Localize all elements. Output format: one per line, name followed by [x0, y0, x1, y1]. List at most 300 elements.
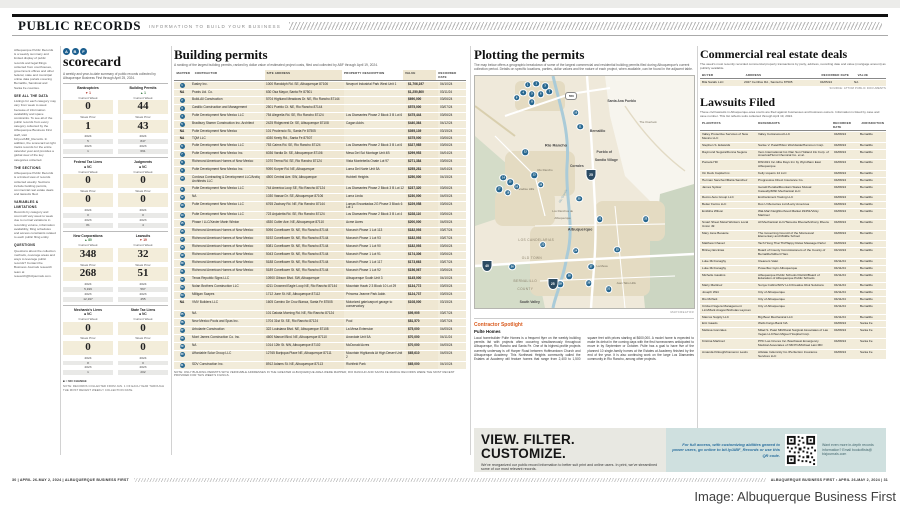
permit-cell: $475,444	[406, 113, 438, 120]
permit-row	[174, 311, 466, 318]
permit-mapped-cell	[174, 159, 190, 166]
permit-row	[174, 319, 466, 326]
lawsuit-row	[700, 202, 886, 208]
map-marker-icon: 20	[180, 262, 184, 266]
permit-row	[174, 113, 466, 120]
permit-mapped-cell	[174, 319, 190, 326]
lawsuit-cell: Bernalillo	[860, 170, 873, 175]
scorecard-year-rows	[63, 208, 113, 228]
permit-cell	[344, 97, 406, 104]
permit-cell: $124,737	[406, 292, 438, 299]
permit-cell: $81,570	[406, 319, 438, 326]
lawsuit-cell: Michelle Gaskins	[702, 272, 726, 277]
permit-cell: 5189 Coneflower St. NE, Rio Rancho 87144	[264, 268, 344, 275]
permit-cell: 1704 31st St. SE, Rio Rancho 87124	[264, 319, 344, 326]
map-marker-icon: 26	[180, 320, 184, 324]
scorecard-year-value: 4	[118, 223, 168, 228]
permit-cell: Richmond American Homes of New Mexico	[192, 268, 254, 273]
scorecard-week-prior-value: 43	[118, 120, 168, 134]
lawsuit-cell: Mary Jane Besante	[702, 230, 729, 235]
lawsuit-cell: Albuquerque Public Schools District/Board of Education of Albuquerque Public Schools	[758, 272, 820, 281]
map-marker-icon: 2	[181, 99, 183, 103]
map-marker-icon: 8	[528, 98, 536, 106]
permit-cell: $95,905	[406, 311, 438, 318]
scorecard-category-label: Building Permits	[129, 86, 157, 91]
permit-cell: Loma Linda	[346, 193, 363, 198]
map-section	[474, 48, 694, 361]
map-marker-icon: 27	[180, 328, 184, 332]
permit-cell: 04/12/24	[440, 121, 453, 126]
permit-mapped-cell	[174, 175, 190, 185]
left-rail-section-heading: SEE ALL THE DATA	[14, 93, 49, 98]
permit-mapped-cell: NA	[179, 135, 185, 140]
scorecard-category	[118, 308, 168, 376]
scorecard-week-prior-label: Week Prior	[135, 336, 151, 341]
permit-row	[174, 252, 466, 259]
lawsuit-cell: Bernalillo	[860, 241, 873, 246]
deals-table-header	[700, 72, 886, 79]
scorecard-change-indicator: ■ NC	[84, 312, 92, 317]
permit-cell: Praxis Ltd. Co.	[192, 90, 213, 95]
map-marker-icon: 13	[180, 203, 184, 207]
permit-cell: Albuquerque South Unit 3	[346, 276, 383, 281]
permit-cell: Monarch Phase 1 Lot 117	[346, 260, 383, 265]
map-marker-icon: 12	[522, 148, 530, 156]
scorecard-week-prior-label: Week Prior	[135, 188, 151, 193]
permit-cell: 5081 Coneflower St. NE, Rio Rancho 87144	[264, 244, 344, 251]
lawsuit-cell: 04/08/24	[834, 170, 847, 175]
permit-cell: $1,250,800	[406, 90, 438, 96]
lawsuit-cell: Bernalillo	[860, 202, 873, 207]
lawsuit-row	[700, 171, 886, 177]
map-subtitle: The map below offers a geographic breakdown of some of the largest commercial and residential building permits filed during Albuquerque's current collection period. Details on specific locations, parties, dollar values and the nature of each project, when available, can be found in the adjacent table.	[474, 63, 693, 72]
left-rail-intro: Albuquerque Public Records is a weekly summary and limited display of public records and legal filings collected from courthouses, government offices and other federal, state and municipal online data portals covering Bernalillo, Sandoval and Santa Fe counties.	[14, 48, 55, 90]
permit-cell: 322 Louisiana Blvd. NE, Albuquerque 87108	[264, 327, 344, 334]
permit-cell: $75,000	[406, 327, 438, 334]
lawsuit-cell: 04/11/24	[834, 290, 846, 295]
lawsuits-column-header: PLAINTIFFS	[702, 120, 721, 125]
permit-cell: $70,000	[406, 335, 438, 342]
lawsuit-cell: Bernalillo	[860, 290, 873, 295]
contractor-spotlight-heading: Contractor Spotlight	[474, 318, 694, 328]
scorecard-week-prior-label: Week Prior	[135, 262, 151, 267]
scorecard-category	[63, 308, 113, 376]
scorecard-year-label: 2023	[139, 365, 147, 370]
permit-row	[174, 105, 466, 112]
lawsuit-cell: Sarise V. Patel/Hilton Worldwide/Hammon Corp.	[758, 142, 825, 147]
permit-cell: $173,663	[406, 260, 438, 267]
lawsuit-cell: Santa Fe	[860, 328, 873, 333]
map-place-label: The Overlook	[639, 119, 657, 124]
permit-row	[174, 175, 466, 185]
map-marker-icon: 7	[546, 88, 554, 96]
lawsuit-cell: Better Farms LLC	[702, 202, 727, 207]
scorecard-year-label: 2024	[84, 208, 92, 213]
scorecard-category	[63, 234, 113, 302]
page-top-strip	[0, 0, 900, 8]
permit-mapped-cell	[174, 121, 190, 128]
permit-cell: NA	[192, 310, 197, 315]
map-marker-icon: 4	[181, 115, 183, 119]
highway-shield-icon: 25	[586, 169, 597, 181]
map-marker-icon: 31	[180, 363, 184, 367]
lawsuit-cell: 04/11/24	[834, 272, 846, 277]
permit-cell: 04/10/24	[440, 82, 453, 87]
permit-cell: $145,000	[406, 276, 438, 283]
permit-mapped-cell	[174, 97, 190, 104]
left-rail-section-heading: THE SECTIONS	[14, 165, 41, 170]
lawsuit-cell: 04/08/24	[834, 160, 847, 165]
permit-row	[174, 220, 466, 227]
map-place-label: OLD TOWN	[521, 255, 543, 260]
scorecard-intro: A weekly and year-to-date summary of public records collected by Albuquerque Business First through April 25, 2024.	[63, 72, 156, 81]
map-place-label: Pueblo of	[596, 150, 612, 155]
lawsuit-cell: 04/08/24	[834, 131, 847, 136]
permits-column-header: VALUE	[403, 70, 436, 80]
scorecard-year-rows	[118, 282, 168, 302]
lawsuit-cell: Santa Fe	[860, 339, 873, 343]
deals-column-header: RECORDED DATE	[821, 73, 850, 78]
permit-cell: 03/15/24	[440, 129, 453, 134]
scorecard-year-rows	[118, 134, 168, 154]
permit-cell: McDonald Acres	[346, 342, 370, 347]
permit-mapped-cell: NA	[179, 300, 185, 305]
right-column	[700, 48, 886, 360]
scorecard-year-label: 2024	[139, 355, 147, 360]
permit-cell: Princess Jeanne Park Addn.	[346, 292, 387, 297]
permit-row	[174, 159, 466, 166]
permit-cell: Pulte Development New Mexico LLC	[192, 113, 244, 118]
map-marker-icon: 17	[180, 238, 184, 242]
scorecard-year-value: 5,199	[63, 287, 113, 292]
scorecard-sections	[63, 83, 168, 375]
lawsuit-cell: Tach Hong Thai Thi/Happy Relax Massage Parlor	[758, 241, 826, 246]
scorecard-current-week-label: Current Week	[133, 95, 153, 100]
scorecard-week-prior-value: 1	[63, 120, 113, 134]
lawsuit-cell: Luke McConaghy	[702, 265, 727, 270]
scorecard-year-label: 2024	[139, 134, 147, 139]
scorecard-year-value: 455	[118, 297, 168, 302]
map-title: Plotting the permits	[474, 47, 585, 62]
permits-table	[174, 70, 466, 368]
scorecard-section	[63, 231, 168, 302]
permit-cell: Los Diamantes Phase 2 Block 3 B Lot 4	[346, 212, 403, 217]
permit-cell: 03/05/24	[440, 292, 453, 297]
scorecard-category	[118, 234, 168, 302]
scorecard-change-indicator: ▲ 80	[84, 238, 92, 243]
permit-cell: 1030 Vassar Dr. SE, Albuquerque 87106	[264, 194, 344, 201]
scorecard-year-label: 2023	[84, 144, 92, 149]
permit-cell: Pulte Development New Mexico Inc.	[192, 150, 244, 155]
scorecard-current-week-value: 44	[118, 100, 168, 114]
lawsuit-cell: Amanda Killough/Cameron Lewis	[702, 349, 748, 354]
permits-map	[474, 75, 695, 309]
permit-cell: 753 Cairns Rd. SE, Rio Rancho 87124	[264, 143, 344, 150]
lawsuit-cell: 04/09/24	[834, 241, 847, 246]
permit-row	[174, 300, 466, 310]
permit-mapped-cell: NA	[179, 90, 185, 95]
permit-cell	[344, 105, 406, 112]
scorecard-year-rows	[118, 356, 168, 376]
permit-cell: 03/07/24	[440, 310, 453, 315]
permit-cell: Mesa Del Sol Montage Unit 4B	[346, 150, 390, 155]
scorecard-year-value: 202	[118, 370, 168, 375]
permit-cell: 04/05/24	[440, 220, 453, 225]
lawsuit-cell: 04/08/24	[834, 149, 847, 154]
lawsuit-row	[700, 241, 886, 247]
lawsuit-cell: Stephen S. Edwards	[702, 142, 731, 147]
map-marker-icon: 2	[533, 80, 541, 88]
lawsuit-cell: 04/08/24	[834, 202, 847, 207]
deal-row	[700, 80, 886, 86]
lawsuit-cell: Britney Encinias	[702, 248, 725, 253]
abf-letter-icon: F	[80, 48, 87, 55]
scorecard-year-rows	[118, 208, 168, 228]
scorecard-week-prior-value: 0	[118, 341, 168, 355]
scorecard-change-indicator: ■ NC	[139, 312, 147, 317]
permit-cell: Castillo Construction and Management	[192, 105, 247, 110]
deals-subtitle: The week's most recently recorded commercial property transactions by party, address, recording date and value (mortgage amount) as publicly available.	[700, 62, 886, 71]
lawsuit-row	[700, 220, 886, 230]
lawsuit-cell: Luke McConaghy	[702, 258, 727, 263]
left-rail-section-body: Records by category and count will vary week to week due to normal variations in recording volume, information availability, filing schedules and access constraints related to each public filing entity.	[14, 210, 56, 240]
map-marker-icon: 30	[585, 279, 593, 287]
permit-cell: 04/05/24	[440, 350, 453, 355]
permit-cell: Motorized gate/carport garage to conservatory	[346, 300, 393, 309]
map-marker-icon: 20	[575, 195, 583, 203]
banner-body: We've reorganized our public record information to better suit print and online users. In print, we've streamlined some of our most relevant records.	[481, 462, 658, 472]
permit-cell: $156,067	[406, 268, 438, 275]
permit-cell: Richmond American Homes of New Mexico	[192, 244, 254, 249]
scorecard-current-week-value: 0	[63, 100, 113, 114]
scorecard-change-indicator: ▼ 19	[139, 238, 147, 243]
permit-cell: Mountain Hawk 2 3 Block 10 Lot 29	[346, 284, 397, 289]
promo-banner-right	[666, 428, 886, 472]
lawsuit-cell: Melissa Gonzales	[702, 328, 727, 333]
map-marker-icon: 4	[519, 89, 527, 97]
lawsuit-cell: 04/11/24	[834, 283, 846, 288]
permit-cell: Pulte Development New Mexico LLC	[192, 201, 244, 206]
lawsuit-cell: 04/11/24	[834, 296, 846, 301]
column-rule	[60, 46, 61, 455]
permit-cell: Los Diamantes Phase 2 Block 3 B Lot 6	[346, 113, 403, 118]
permit-cell: 6765 Zachary Rd. NE, Rio Rancho 87144	[264, 202, 344, 212]
permit-cell: 03/06/24	[440, 268, 453, 273]
permit-cell: $228,110	[406, 212, 438, 219]
lawsuit-cell: 04/11/24	[834, 314, 846, 319]
permit-cell: Vista Montebella Onate Lot 97	[346, 158, 389, 163]
lawsuits-table-body	[700, 132, 886, 360]
permit-cell: $230,000	[406, 194, 438, 201]
lawsuit-cell: City of Albuquerque	[758, 290, 786, 295]
scorecard-week-prior-value: 0	[63, 193, 113, 207]
lawsuit-row	[700, 304, 886, 314]
permit-cell: 1070 Teena Rd. SE, Rio Rancho 87124	[264, 159, 344, 166]
map-marker-icon: 23	[539, 241, 547, 249]
permit-row	[174, 167, 466, 174]
permit-cell: 101 Dakota Morning Rd. NE, Rio Rancho 87124	[264, 311, 344, 318]
lawsuit-cell: 04/11/24	[834, 258, 846, 263]
permit-cell: Bradbury Stamm Construction Inc. Architect	[192, 121, 254, 126]
deal-cell: Bila Sarafu LLC	[702, 80, 724, 85]
permit-cell	[344, 129, 406, 135]
promo-banner-left	[474, 428, 666, 472]
scorecard-year-label: 2023	[84, 291, 92, 296]
permit-cell: $237,320	[406, 186, 438, 193]
permit-cell: Cordova Contracting & Development LLC/Arctiq Architects LLC	[192, 174, 260, 183]
lawsuit-cell: Bernalillo	[860, 272, 873, 277]
map-marker-icon: 5	[528, 90, 536, 98]
permit-cell: Avondale Unit 5A	[346, 334, 371, 339]
permit-mapped-cell: NA	[179, 129, 185, 134]
permit-cell: 4211 Crowned Eagle Loop NE, Rio Rancho 87144	[264, 284, 344, 291]
permit-mapped-cell	[174, 362, 190, 369]
permit-cell: 03/06/24	[440, 158, 453, 163]
lawsuit-cell: Rio McNett	[702, 296, 718, 301]
lawsuit-cell: 04/08/24	[834, 328, 847, 333]
permit-cell: 5096 Coneflower St. NE, Rio Rancho 87144	[264, 228, 344, 235]
map-marker-icon: 21	[596, 216, 604, 224]
map-marker-icon: 17	[495, 185, 503, 193]
deal-cell: 2027 Cerrillos Rd., Santa Fe 87505	[744, 80, 793, 85]
permit-cell: Milligan Scapes	[192, 292, 215, 297]
permit-cell: 04/05/24	[440, 342, 453, 347]
permit-cell: 4600 Manuel Blvd. NE, Albuquerque 87110	[264, 335, 344, 342]
permit-mapped-cell	[174, 151, 190, 158]
permits-note: NOTE: ONLY BUILDING PERMITS WITH VERIFIABLE ADDRESSES IN THE GREATER ALBUQUERQUE AREA WERE MAPPED; RIO RANCHO AND SANTA FE MARCH RECORDS WERE THE MOST RECENT PROVIDED FOR THIS WEEK'S FILINGS.	[174, 369, 455, 378]
permit-mapped-cell	[174, 220, 190, 227]
permit-row	[174, 121, 466, 128]
scorecard-year-value: 0	[63, 213, 113, 218]
map-marker-icon: 10	[180, 176, 184, 180]
permits-column-header: SITE ADDRESS	[265, 70, 342, 80]
scorecard-year-label: 2024	[84, 134, 92, 139]
permit-cell: 1712 June St. NE, Albuquerque 87112	[264, 292, 344, 299]
permit-row	[174, 129, 466, 135]
lawsuit-row	[700, 266, 886, 272]
permit-cell: 04/04/24	[440, 150, 453, 155]
permit-mapped-cell	[174, 284, 190, 291]
lawsuit-cell: Marty Martinez	[702, 283, 723, 288]
lawsuit-row	[700, 297, 886, 303]
scorecard-current-week-label: Current Week	[133, 169, 153, 174]
permit-cell: Newport Industrial Park West Unit 1	[346, 82, 397, 87]
permit-mapped-cell	[174, 236, 190, 243]
permit-mapped-cell	[174, 268, 190, 275]
scorecard-current-week-label: Current Week	[133, 243, 153, 248]
section-header-bar	[12, 14, 888, 36]
scorecard-year-label: 2024	[139, 208, 147, 213]
scorecard-section	[63, 157, 168, 228]
map-place-label: Rio Rancho	[537, 167, 553, 172]
permit-cell: Monarch Phase 1 Lot 91	[346, 252, 381, 257]
scorecard-year-label: 2024	[139, 281, 147, 286]
map-place-label: Albuquerque	[567, 226, 593, 232]
scorecard-category	[63, 86, 113, 154]
footer-hatch-pattern	[134, 478, 766, 482]
map-credit: MAPCREATOR	[670, 309, 694, 314]
lawsuits-title: Lawsuits Filed	[700, 94, 776, 109]
scorecard-category-label: Judgments	[133, 160, 153, 165]
permits-table-body	[174, 82, 466, 368]
lawsuit-cell: Bernalillo	[860, 195, 873, 200]
map-marker-icon: 24	[180, 294, 184, 298]
permit-cell: Los Diamantes Phase 2 Block 3 B Lot 6	[346, 142, 403, 147]
scorecard-year-value: 691	[118, 149, 168, 154]
lawsuit-row	[700, 132, 886, 142]
deals-column-header: VALUE	[857, 73, 869, 78]
scorecard-year-value: 8	[63, 361, 113, 366]
highway-shield-icon: 40	[482, 260, 493, 272]
lawsuit-row	[700, 160, 886, 170]
scorecard-category	[63, 160, 113, 228]
permit-cell: 630 Osa Mayor, Santa Fe 87501	[264, 90, 344, 96]
scorecard-year-value: 1	[63, 149, 113, 154]
map-place-label: Santa Ana Pueblo	[607, 99, 637, 104]
permit-cell: 9090 Kurper Rd. NE, Albuquerque	[264, 167, 344, 174]
permit-cell: Phase I LLC/Xavier Marin Winton	[192, 220, 240, 225]
lawsuits-column-header: DEFENDANTS	[758, 120, 780, 125]
scorecard-year-value: 12,197	[63, 297, 113, 302]
building-permits-section	[174, 48, 466, 378]
scorecard-current-week-label: Current Week	[78, 317, 98, 322]
scorecard-change-indicator: ■ NC	[84, 164, 92, 169]
lawsuit-row	[700, 231, 886, 241]
scorecard-title: scorecard	[63, 55, 122, 70]
lawsuit-cell: Santa Fe	[860, 321, 873, 326]
permit-cell: $250,000	[406, 175, 438, 185]
lawsuit-cell: Rezos Auto Group LLC	[702, 195, 734, 200]
abf-letter-icon: A	[63, 48, 70, 55]
permit-cell: $690,000	[406, 97, 438, 104]
map-marker-icon: 25	[614, 246, 622, 254]
contractor-spotlight-company: Pulte Homes	[474, 329, 501, 335]
permit-cell: $182,093	[406, 228, 438, 235]
permit-row	[174, 151, 466, 158]
lawsuit-row	[700, 248, 886, 258]
lawsuit-cell: Bernalillo	[860, 303, 873, 308]
map-marker-icon: 11	[180, 187, 184, 191]
scorecard-note: NOTE: RECORDS COLLECTED FROM JAN. 1 OF EACH YEAR THROUGH THE MOST RECENT WEEKLY COLLECTION DATE.	[63, 384, 165, 392]
permit-row	[174, 244, 466, 251]
deals-column-header: BUYER	[702, 73, 714, 78]
permit-cell: $255,281	[406, 167, 438, 174]
scorecard-year-rows	[63, 356, 113, 376]
map-marker-icon: 9	[181, 168, 183, 172]
permit-cell: 1605 Camino De Cruz Blanca, Santa Fe 87505	[264, 300, 344, 310]
permit-cell: 03/15/24	[440, 300, 453, 305]
promo-banner	[474, 428, 886, 472]
permit-cell: New Mexico Pools and Spas Inc.	[192, 318, 239, 323]
scorecard-current-week-value: 0	[118, 174, 168, 188]
lawsuit-row	[700, 185, 886, 195]
lawsuits-column-header: RECORDED DATE	[832, 120, 852, 129]
permit-cell: 03/06/24	[440, 135, 453, 140]
lawsuit-cell: Enchantment Towing LLC	[758, 195, 794, 200]
map-place-label: Rio Rancho	[544, 142, 568, 148]
map-marker-icon: 18	[180, 246, 184, 250]
lawsuit-cell: Cricket Nogera Management LLC/Mark Aragon/Nicholas Layman	[702, 303, 751, 312]
permit-cell: 03/06/24	[440, 142, 453, 147]
permit-cell: 04/15/24	[440, 174, 453, 179]
lawsuit-cell: 04/08/24	[834, 195, 847, 200]
permit-cell: 03/06/24	[440, 252, 453, 257]
scorecard-week-prior-label: Week Prior	[80, 188, 96, 193]
permit-mapped-cell	[174, 167, 190, 174]
permits-title: Building permits	[174, 47, 268, 62]
permit-cell: Monarch Phase 1 Lot 93	[346, 236, 381, 241]
permit-cell: Monarch Phase 1 Lot 113	[346, 228, 383, 233]
